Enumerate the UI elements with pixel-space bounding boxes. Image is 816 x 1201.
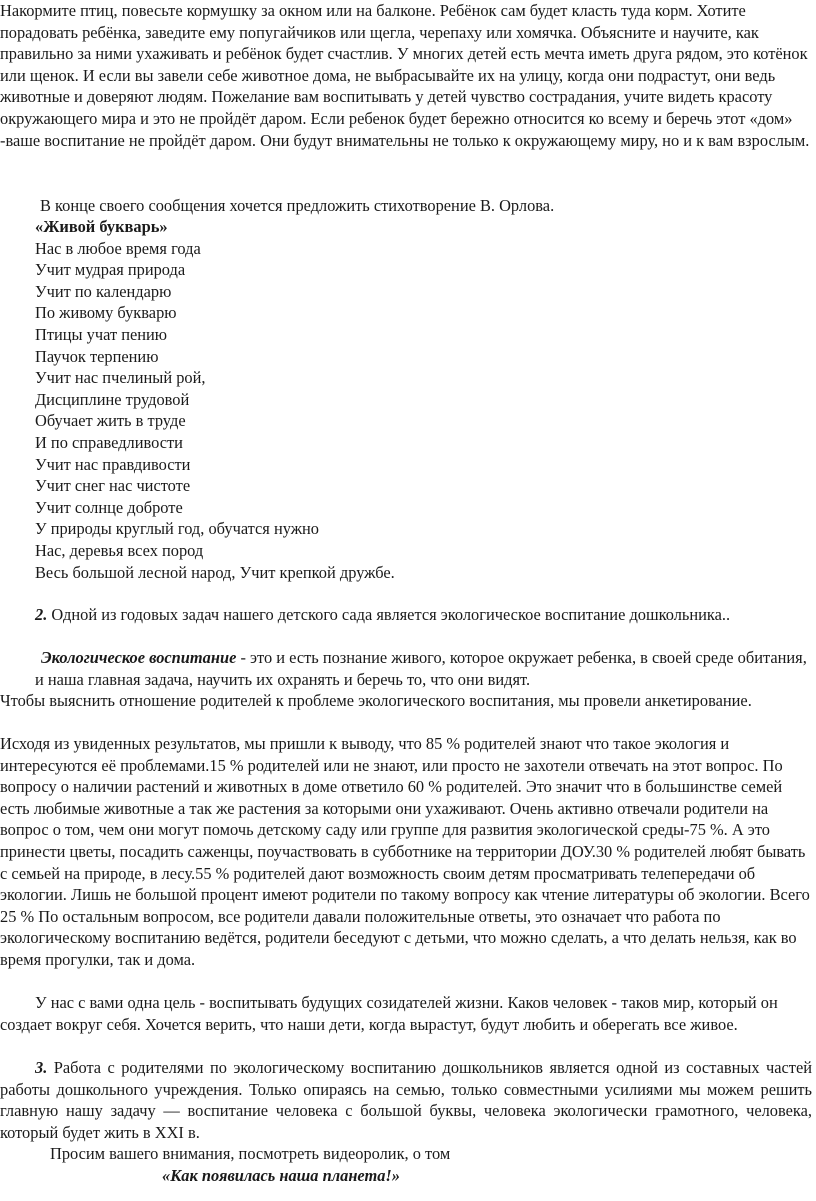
poem-title: «Живой букварь» [35,217,168,236]
poem-line: Птицы учат пению [35,324,168,344]
section-2-intro [35,604,812,626]
poem-intro-text: В конце своего сообщения хочется предложить стихотворение В. Орлова. [40,196,555,215]
eco-term: Экологическое воспитание [41,648,237,667]
section-3-number: 3. [35,1058,48,1077]
poem-line: Дисциплине трудовой [35,389,190,409]
video-intro-text: Просим вашего внимания, посмотреть видеоролик, о том [50,1144,451,1163]
intro-text: Накормите птиц, повесьте кормушку за окном или на балконе. Ребёнок сам будет класть туда корм. Хотите порадовать ребёнка, заведите ему попугайчиков или щегла, черепаху или хомячка. Объясните и научите, как правильно за ними ухаживать и ребёнок будет счастлив. У многих детей есть мечта иметь друга рядом, это котёнок или щенок. И если вы завели себе животное дома, не выбрасывайте их на улицу, когда они подрастут, они ведь животные и доверяют людям. Пожелание вам воспитывать у детей чувство сострадания, учите видеть красоту окружающего мира и это не пройдёт даром. Если ребенок будет бережно относится ко всему и беречь этот «дом» -ваше воспитание не пройдёт даром. Они будут внимательны не только к окружающему миру, но и к вам взрослым. [0,1,810,150]
poem-line: Учит по календарю [35,281,172,301]
video-title-text: «Как появилась наша планета!» [162,1166,401,1185]
poem-line: Обучает жить в труде [35,411,186,431]
section-2-text: Одной из годовых задач нашего детского сада является экологическое воспитание дошкольника.. [47,605,731,624]
poem-line: Учит солнце доброте [35,497,183,517]
poem-line: У природы круглый год, обучатся нужно [35,519,319,539]
survey-text: Чтобы выяснить отношение родителей к проблеме экологического воспитания, мы провели анкетирование. [0,691,752,710]
video-title [162,1165,812,1187]
poem-line: Весь большой лесной народ, Учит крепкой дружбе. [35,562,395,582]
poem-line: И по справедливости [35,432,183,452]
section-2-definition [0,647,812,690]
poem-line: Нас, деревья всех пород [35,540,204,560]
results-text: Исходя из увиденных результатов, мы пришли к выводу, что 85 % родителей знают что такое экология и интересуются её проблемами.15 % родителей или не знают, или просто не захотели отвечать на этот вопрос. По вопросу о наличии растений и животных в доме ответило 60 % родителей. Это значит что в большинстве семей есть любимые животные а так же растения за которыми они ухаживают. Очень активно отвечали родители на вопрос о том, чем они могут помочь детскому саду или группе для развития экологической среды-75 %. А это принести цветы, посадить саженцы, поучаствовать в субботнике на территории ДОУ.30 % родителей любят бывать с семьей на природе, в лесу.55 % родителей дают возможность своим детям просматривать телепередачи об экологии. Лишь не большой процент имеют родители по такому вопросу как чтение литературы об экологии. Всего 25 % По остальным вопросом, все родители давали положительные ответы, это означает что работа по экологическому воспитанию ведётся, родители беседуют с детьми, что можно сделать, а что делать нельзя, как во время прогулки, так и дома. [0,734,810,969]
section-3-text: Работа с родителями по экологическому воспитанию дошкольников является одной из составных частей работы дошкольного учреждения. Только опираясь на семью, только совместными усилиями мы можем решить главную нашу задачу — воспитание человека с большой буквы, человека экологически грамотного, человека, который будет жить в XXI в. [0,1058,812,1142]
poem-line: Учит нас пчелиный рой, [35,368,206,388]
goal-text: У нас с вами одна цель - воспитывать будущих созидателей жизни. Каков человек - таков мир, который он создает вокруг себя. Хочется верить, что наши дети, когда вырастут, будут любить и оберегать все живое. [0,993,778,1034]
eco-definition: - это и есть познание живого, которое окружает ребенка, в своей среде обитания, и наша главная задача, научить их охранять и беречь то, что они видят. [35,648,807,689]
poem-line: Учит снег нас чистоте [35,476,191,496]
poem-intro [40,195,812,217]
goal-paragraph [0,992,812,1035]
poem-line: Паучок терпению [35,346,159,366]
video-intro [50,1143,812,1165]
poem-line: Учит нас правдивости [35,454,191,474]
section-2-number: 2. [35,605,48,624]
results-paragraph [0,733,812,971]
poem [35,216,816,583]
poem-line: Нас в любое время года [35,238,201,258]
section-3 [0,1057,812,1143]
survey-paragraph [0,690,812,712]
poem-line: По живому букварю [35,303,177,323]
intro-paragraph [0,0,812,151]
poem-line: Учит мудрая природа [35,260,186,280]
